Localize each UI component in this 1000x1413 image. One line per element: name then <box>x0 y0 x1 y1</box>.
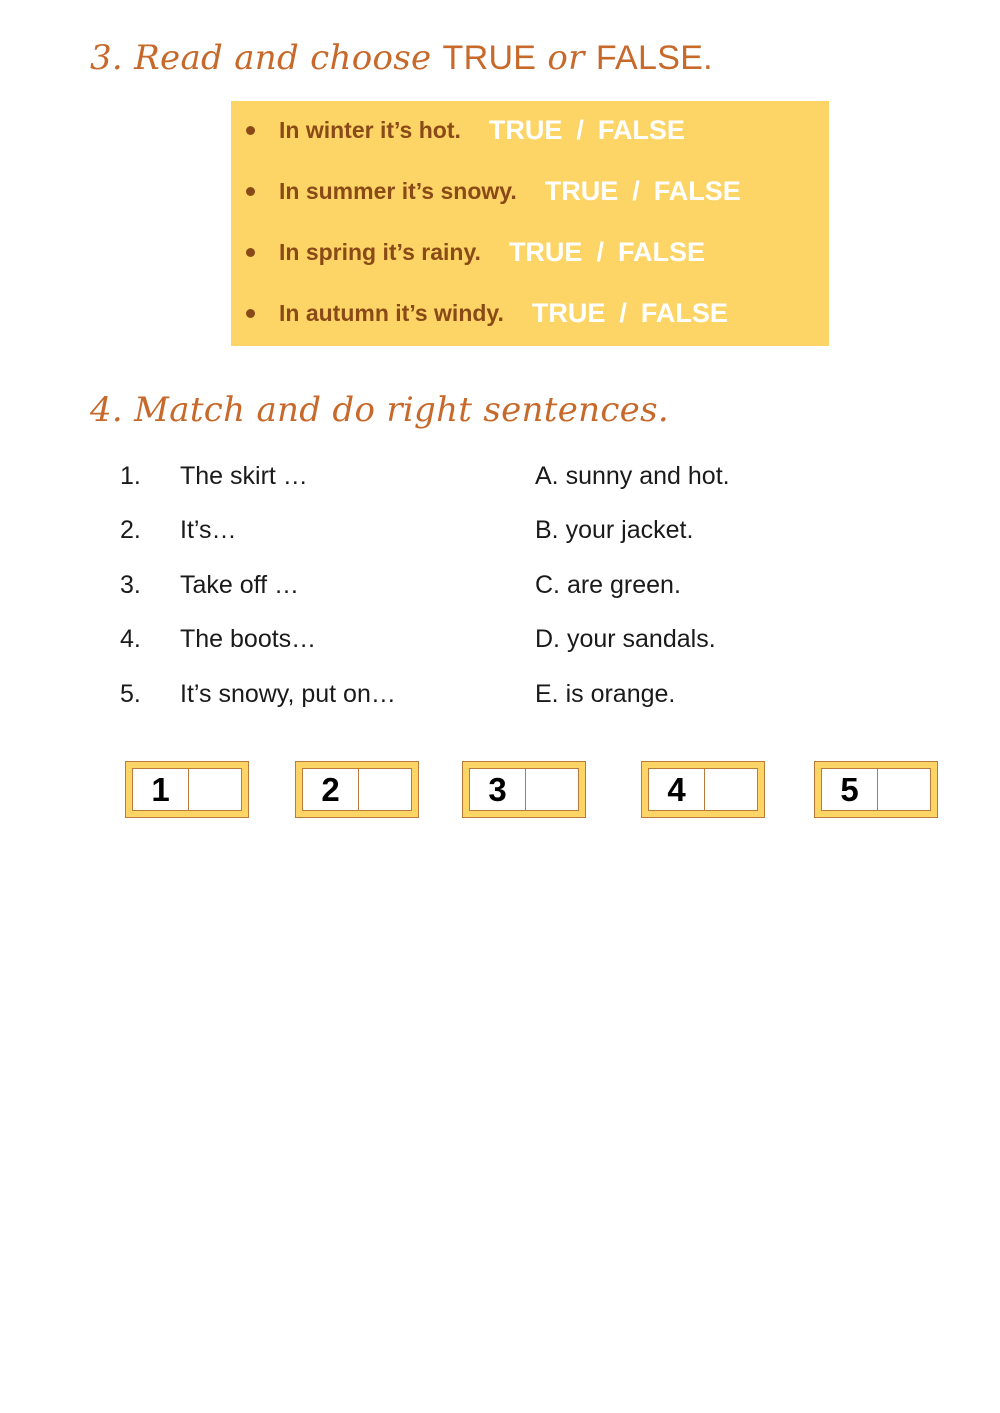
bullet-icon <box>246 309 255 318</box>
match-row <box>0 625 1000 655</box>
sentence-start: It’s… <box>180 516 237 544</box>
answer-input[interactable] <box>359 769 411 810</box>
answer-box-3 <box>462 761 586 818</box>
bullet-icon <box>246 248 255 257</box>
match-row <box>0 516 1000 546</box>
true-option[interactable]: TRUE <box>544 175 619 206</box>
sentence-start: Take off … <box>180 571 300 599</box>
statement-text: In autumn it’s windy. <box>279 299 504 326</box>
true-false-box <box>231 101 829 346</box>
false-option[interactable]: FALSE <box>640 297 728 328</box>
statement-row <box>231 171 829 211</box>
section-3-number: 3. <box>90 38 124 78</box>
match-row <box>0 680 1000 710</box>
match-number: 4. <box>120 625 141 653</box>
statement-text: In winter it’s hot. <box>279 116 461 143</box>
answer-input[interactable] <box>878 769 930 810</box>
sentence-start: The boots… <box>180 625 317 653</box>
answer-box-1 <box>125 761 249 818</box>
option-separator: / <box>576 114 584 145</box>
answer-box-frame <box>469 768 579 811</box>
sentence-start: It’s snowy, put on… <box>180 680 396 708</box>
answer-box-frame <box>648 768 758 811</box>
bullet-icon <box>246 126 255 135</box>
sentence-ending: C. are green. <box>535 571 681 599</box>
statement-text: In summer it’s snowy. <box>279 177 517 204</box>
match-row <box>0 571 1000 601</box>
section-3-true-word: TRUE <box>442 39 537 77</box>
true-option[interactable]: TRUE <box>488 114 563 145</box>
statement-row <box>231 232 829 272</box>
sentence-start: The skirt … <box>180 462 308 490</box>
match-row <box>0 462 1000 492</box>
answer-box-frame <box>821 768 931 811</box>
answer-box-2 <box>295 761 419 818</box>
statement-row <box>231 110 829 150</box>
section-3-false-word: FALSE. <box>595 39 713 77</box>
false-option[interactable]: FALSE <box>617 236 705 267</box>
true-option[interactable]: TRUE <box>508 236 583 267</box>
section-3-heading <box>90 38 713 78</box>
false-option[interactable]: FALSE <box>653 175 741 206</box>
answer-box-number: 4 <box>649 769 705 810</box>
bullet-icon <box>246 187 255 196</box>
answer-input[interactable] <box>189 769 241 810</box>
answer-box-number: 2 <box>303 769 359 810</box>
answer-box-frame <box>132 768 242 811</box>
statement-text: In spring it’s rainy. <box>279 238 481 265</box>
section-3-or-word: or <box>547 38 585 78</box>
answer-box-number: 1 <box>133 769 189 810</box>
answer-box-5 <box>814 761 938 818</box>
answer-input[interactable] <box>526 769 578 810</box>
false-option[interactable]: FALSE <box>597 114 685 145</box>
sentence-ending: B. your jacket. <box>535 516 694 544</box>
option-separator: / <box>596 236 604 267</box>
answer-box-4 <box>641 761 765 818</box>
match-number: 5. <box>120 680 141 708</box>
sentence-ending: E. is orange. <box>535 680 676 708</box>
match-number: 2. <box>120 516 141 544</box>
answer-box-frame <box>302 768 412 811</box>
statement-row <box>231 293 829 333</box>
match-number: 3. <box>120 571 141 599</box>
answer-input[interactable] <box>705 769 757 810</box>
option-separator: / <box>619 297 627 328</box>
sentence-ending: D. your sandals. <box>535 625 716 653</box>
answer-box-number: 3 <box>470 769 526 810</box>
option-separator: / <box>632 175 640 206</box>
sentence-ending: A. sunny and hot. <box>535 462 730 490</box>
section-4-heading: 4. Match and do right sentences. <box>90 390 669 430</box>
match-number: 1. <box>120 462 141 490</box>
section-3-instruction: Read and choose <box>134 38 432 78</box>
answer-box-number: 5 <box>822 769 878 810</box>
true-option[interactable]: TRUE <box>531 297 606 328</box>
